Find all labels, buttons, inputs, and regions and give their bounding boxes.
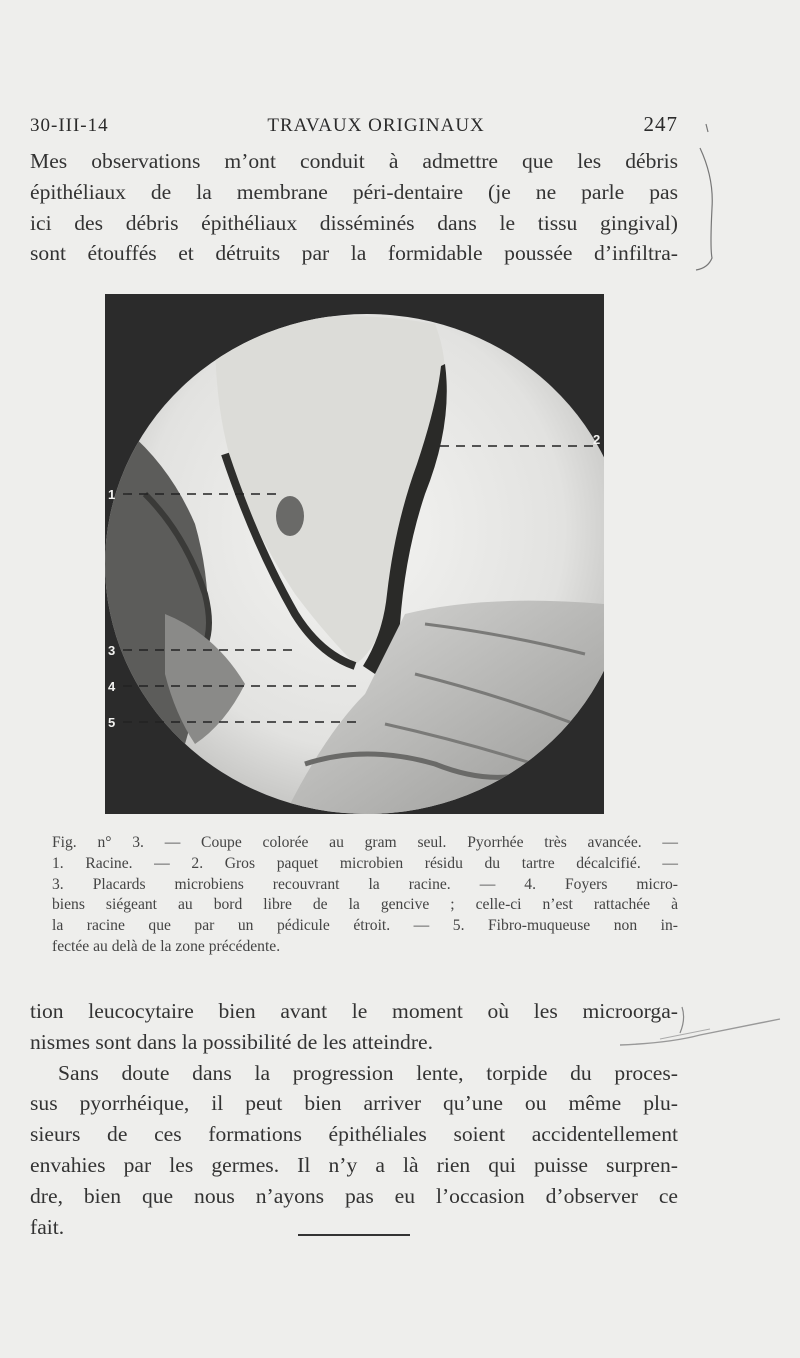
paragraph-top — [30, 146, 678, 269]
paragraph-bottom — [30, 996, 678, 1242]
caption-line: 1. Racine. — 2. Gros paquet microbien résidu du tartre décalcifié. — — [52, 854, 678, 872]
caption-line: 3. Placards microbiens recouvrant la racine. — 4. Foyers micro- — [52, 875, 678, 893]
text-line: sus pyorrhéique, il peut bien arriver qu’une ou même plu- — [30, 1091, 678, 1116]
caption-line: fectée au delà de la zone précédente. — [52, 937, 281, 955]
text-line: Sans doute dans la progression lente, torpide du proces- — [58, 1060, 678, 1085]
figure-label: 1 — [108, 487, 116, 502]
header-date: 30-III-14 — [30, 115, 109, 136]
page-number: 247 — [643, 112, 678, 136]
caption-line: Fig. n° 3. — Coupe colorée au gram seul. Pyorrhée très avancée. — — [52, 834, 678, 851]
text-line: sont étouffés et détruits par la formidable poussée d’infiltra- — [30, 241, 678, 266]
text-line: sieurs de ces formations épithéliales soient accidentellement — [30, 1122, 678, 1147]
figure-label: 2 — [593, 432, 601, 447]
text-line: fait. — [30, 1214, 65, 1239]
text-line: épithéliaux de la membrane péri-dentaire (je ne parle pas — [30, 179, 678, 204]
text-line: Mes observations m’ont conduit à admettre que les débris — [30, 149, 678, 173]
caption-line: biens siégeant au bord libre de la gencive ; celle-ci n’est rattachée à — [52, 896, 678, 914]
header-title: TRAVAUX ORIGINAUX — [267, 115, 485, 136]
figure-label: 3 — [108, 643, 116, 658]
micrograph-figure — [105, 294, 604, 814]
text-line: dre, bien que nous n’ayons pas eu l’occasion d’observer ce — [30, 1183, 678, 1208]
figure-label: 4 — [108, 679, 116, 694]
figure-label: 5 — [108, 715, 116, 730]
text-line: nismes sont dans la possibilité de les atteindre. — [30, 1029, 434, 1054]
running-head — [30, 112, 678, 137]
text-line: tion leucocytaire bien avant le moment où les microorga- — [30, 999, 678, 1023]
caption-line: la racine que par un pédicule étroit. — 5. Fibro-muqueuse non in- — [52, 917, 678, 935]
text-line: envahies par les germes. Il n’y a là rien qui puisse surpren- — [30, 1152, 678, 1177]
margin-bracket-mark — [690, 118, 730, 278]
figure-caption — [52, 833, 678, 958]
text-line: ici des débris épithéliaux disséminés dans le tissu gingival) — [30, 210, 678, 235]
section-rule — [298, 1234, 410, 1236]
